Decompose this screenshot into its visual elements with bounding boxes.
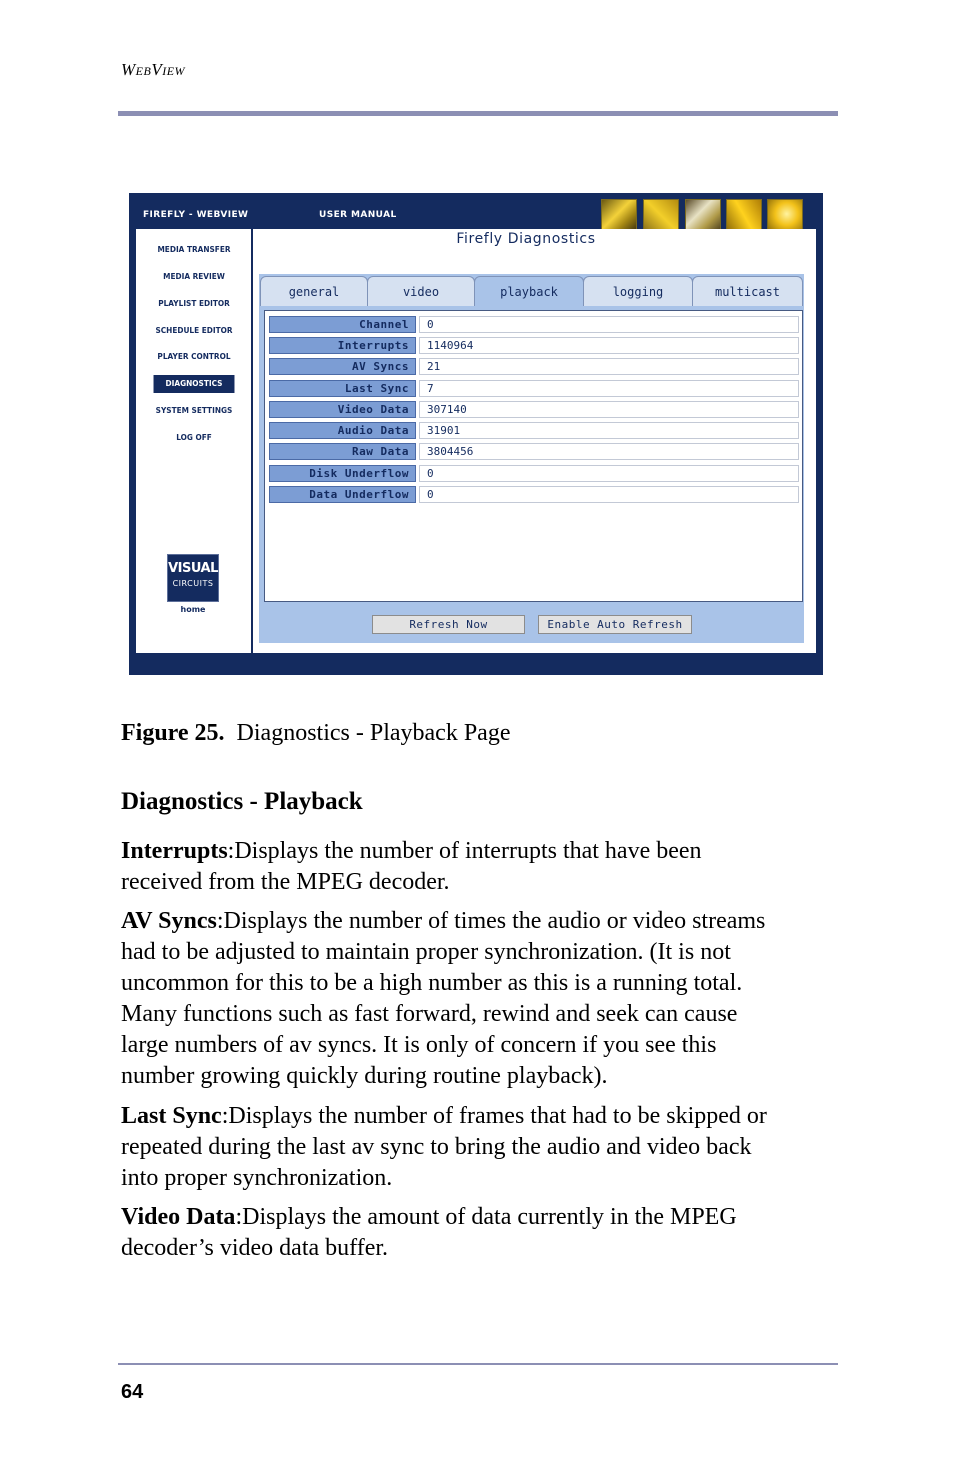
banner-photo-5 [767, 199, 803, 232]
row-value-video-data: 307140 [419, 401, 799, 418]
nav-media-transfer[interactable]: MEDIA TRANSFER [157, 245, 231, 254]
nav-divider [251, 229, 253, 653]
enable-auto-refresh-button[interactable]: Enable Auto Refresh [538, 615, 692, 634]
row-value-channel: 0 [419, 316, 799, 333]
term-video-data: Video Data [121, 1204, 236, 1230]
diagnostics-panel [259, 274, 804, 643]
nav-playlist-editor[interactable]: PLAYLIST EDITOR [158, 299, 230, 308]
paragraph-line: had to be adjusted to maintain proper synchronization. (It is not [121, 939, 731, 965]
paragraph-line: :Displays the number of frames that had to be skipped or [221, 1103, 767, 1129]
section-heading: Diagnostics - Playback [121, 788, 363, 815]
tab-multicast[interactable]: multicast [692, 276, 803, 306]
header-rule [118, 111, 838, 116]
row-label-channel: Channel [269, 316, 416, 333]
paragraph-line: large numbers of av syncs. It is only of concern if you see this [121, 1032, 717, 1058]
paragraph-line: into proper synchronization. [121, 1165, 393, 1191]
running-head: WEBVIEW [121, 60, 186, 79]
paragraph-line: decoder’s video data buffer. [121, 1235, 389, 1261]
paragraph-line: repeated during the last av sync to bring the audio and video back [121, 1134, 752, 1160]
row-label-last-sync: Last Sync [269, 380, 416, 397]
home-link[interactable]: home [180, 605, 206, 614]
banner-photo-3 [685, 199, 721, 232]
term-last-sync: Last Sync [121, 1103, 222, 1129]
figure-caption [121, 718, 510, 749]
diagnostics-table [264, 310, 803, 602]
tab-logging[interactable]: logging [583, 276, 693, 306]
paragraph-line: received from the MPEG decoder. [121, 869, 450, 895]
paragraph-video-data [121, 1202, 841, 1264]
row-value-av-syncs: 21 [419, 358, 799, 375]
caption-text: Diagnostics - Playback Page [236, 720, 511, 746]
row-label-interrupts: Interrupts [269, 337, 416, 354]
row-value-last-sync: 7 [419, 380, 799, 397]
nav-schedule-editor[interactable]: SCHEDULE EDITOR [155, 326, 233, 335]
row-value-interrupts: 1140964 [419, 337, 799, 354]
banner-photo-1 [601, 199, 637, 232]
bottom-strip [136, 653, 816, 665]
row-label-data-underflow: Data Underflow [269, 486, 416, 503]
paragraph-line: :Displays the number of interrupts that have been [227, 838, 702, 864]
tab-playback[interactable]: playback [474, 276, 584, 306]
paragraph-line: number growing quickly during routine playback). [121, 1063, 608, 1089]
row-label-disk-underflow: Disk Underflow [269, 465, 416, 482]
row-value-audio-data: 31901 [419, 422, 799, 439]
refresh-now-button[interactable]: Refresh Now [372, 615, 525, 634]
paragraph-line: Many functions such as fast forward, rewind and seek can cause [121, 1001, 738, 1027]
tab-general[interactable]: general [260, 276, 368, 306]
term-interrupts: Interrupts [121, 838, 228, 864]
row-value-disk-underflow: 0 [419, 465, 799, 482]
caption-label: Figure 25. [121, 720, 225, 746]
banner-photo-4 [726, 199, 762, 232]
visual-circuits-logo[interactable] [167, 554, 219, 602]
nav-diagnostics[interactable]: DIAGNOSTICS [154, 375, 235, 393]
paragraph-last-sync [121, 1101, 841, 1194]
logo-line2: CIRCUITS [172, 579, 214, 588]
page-title: Firefly Diagnostics [456, 231, 596, 247]
app-body [136, 229, 816, 653]
nav-log-off[interactable]: LOG OFF [176, 433, 212, 442]
webview-screenshot [129, 193, 823, 675]
row-label-av-syncs: AV Syncs [269, 358, 416, 375]
row-label-video-data: Video Data [269, 401, 416, 418]
row-value-raw-data: 3804456 [419, 443, 799, 460]
nav-system-settings[interactable]: SYSTEM SETTINGS [155, 406, 233, 415]
tab-video[interactable]: video [367, 276, 475, 306]
nav-player-control[interactable]: PLAYER CONTROL [157, 352, 231, 361]
page-number: 64 [121, 1381, 144, 1403]
row-label-raw-data: Raw Data [269, 443, 416, 460]
logo-line1: VISUAL [168, 561, 218, 576]
app-title: FIREFLY - WEBVIEW [143, 210, 249, 220]
paragraph-line: uncommon for this to be a high number as this is a running total. [121, 970, 743, 996]
footer-rule [118, 1363, 838, 1365]
paragraph-interrupts [121, 836, 841, 898]
banner-photo-2 [643, 199, 679, 232]
nav-media-review[interactable]: MEDIA REVIEW [163, 272, 225, 281]
paragraph-line: :Displays the amount of data currently in the MPEG [235, 1204, 737, 1230]
row-value-data-underflow: 0 [419, 486, 799, 503]
term-av-syncs: AV Syncs [121, 908, 217, 934]
user-manual-link[interactable]: USER MANUAL [319, 210, 397, 220]
paragraph-line: :Displays the number of times the audio or video streams [216, 908, 766, 934]
paragraph-av-syncs [121, 906, 841, 1092]
row-label-audio-data: Audio Data [269, 422, 416, 439]
